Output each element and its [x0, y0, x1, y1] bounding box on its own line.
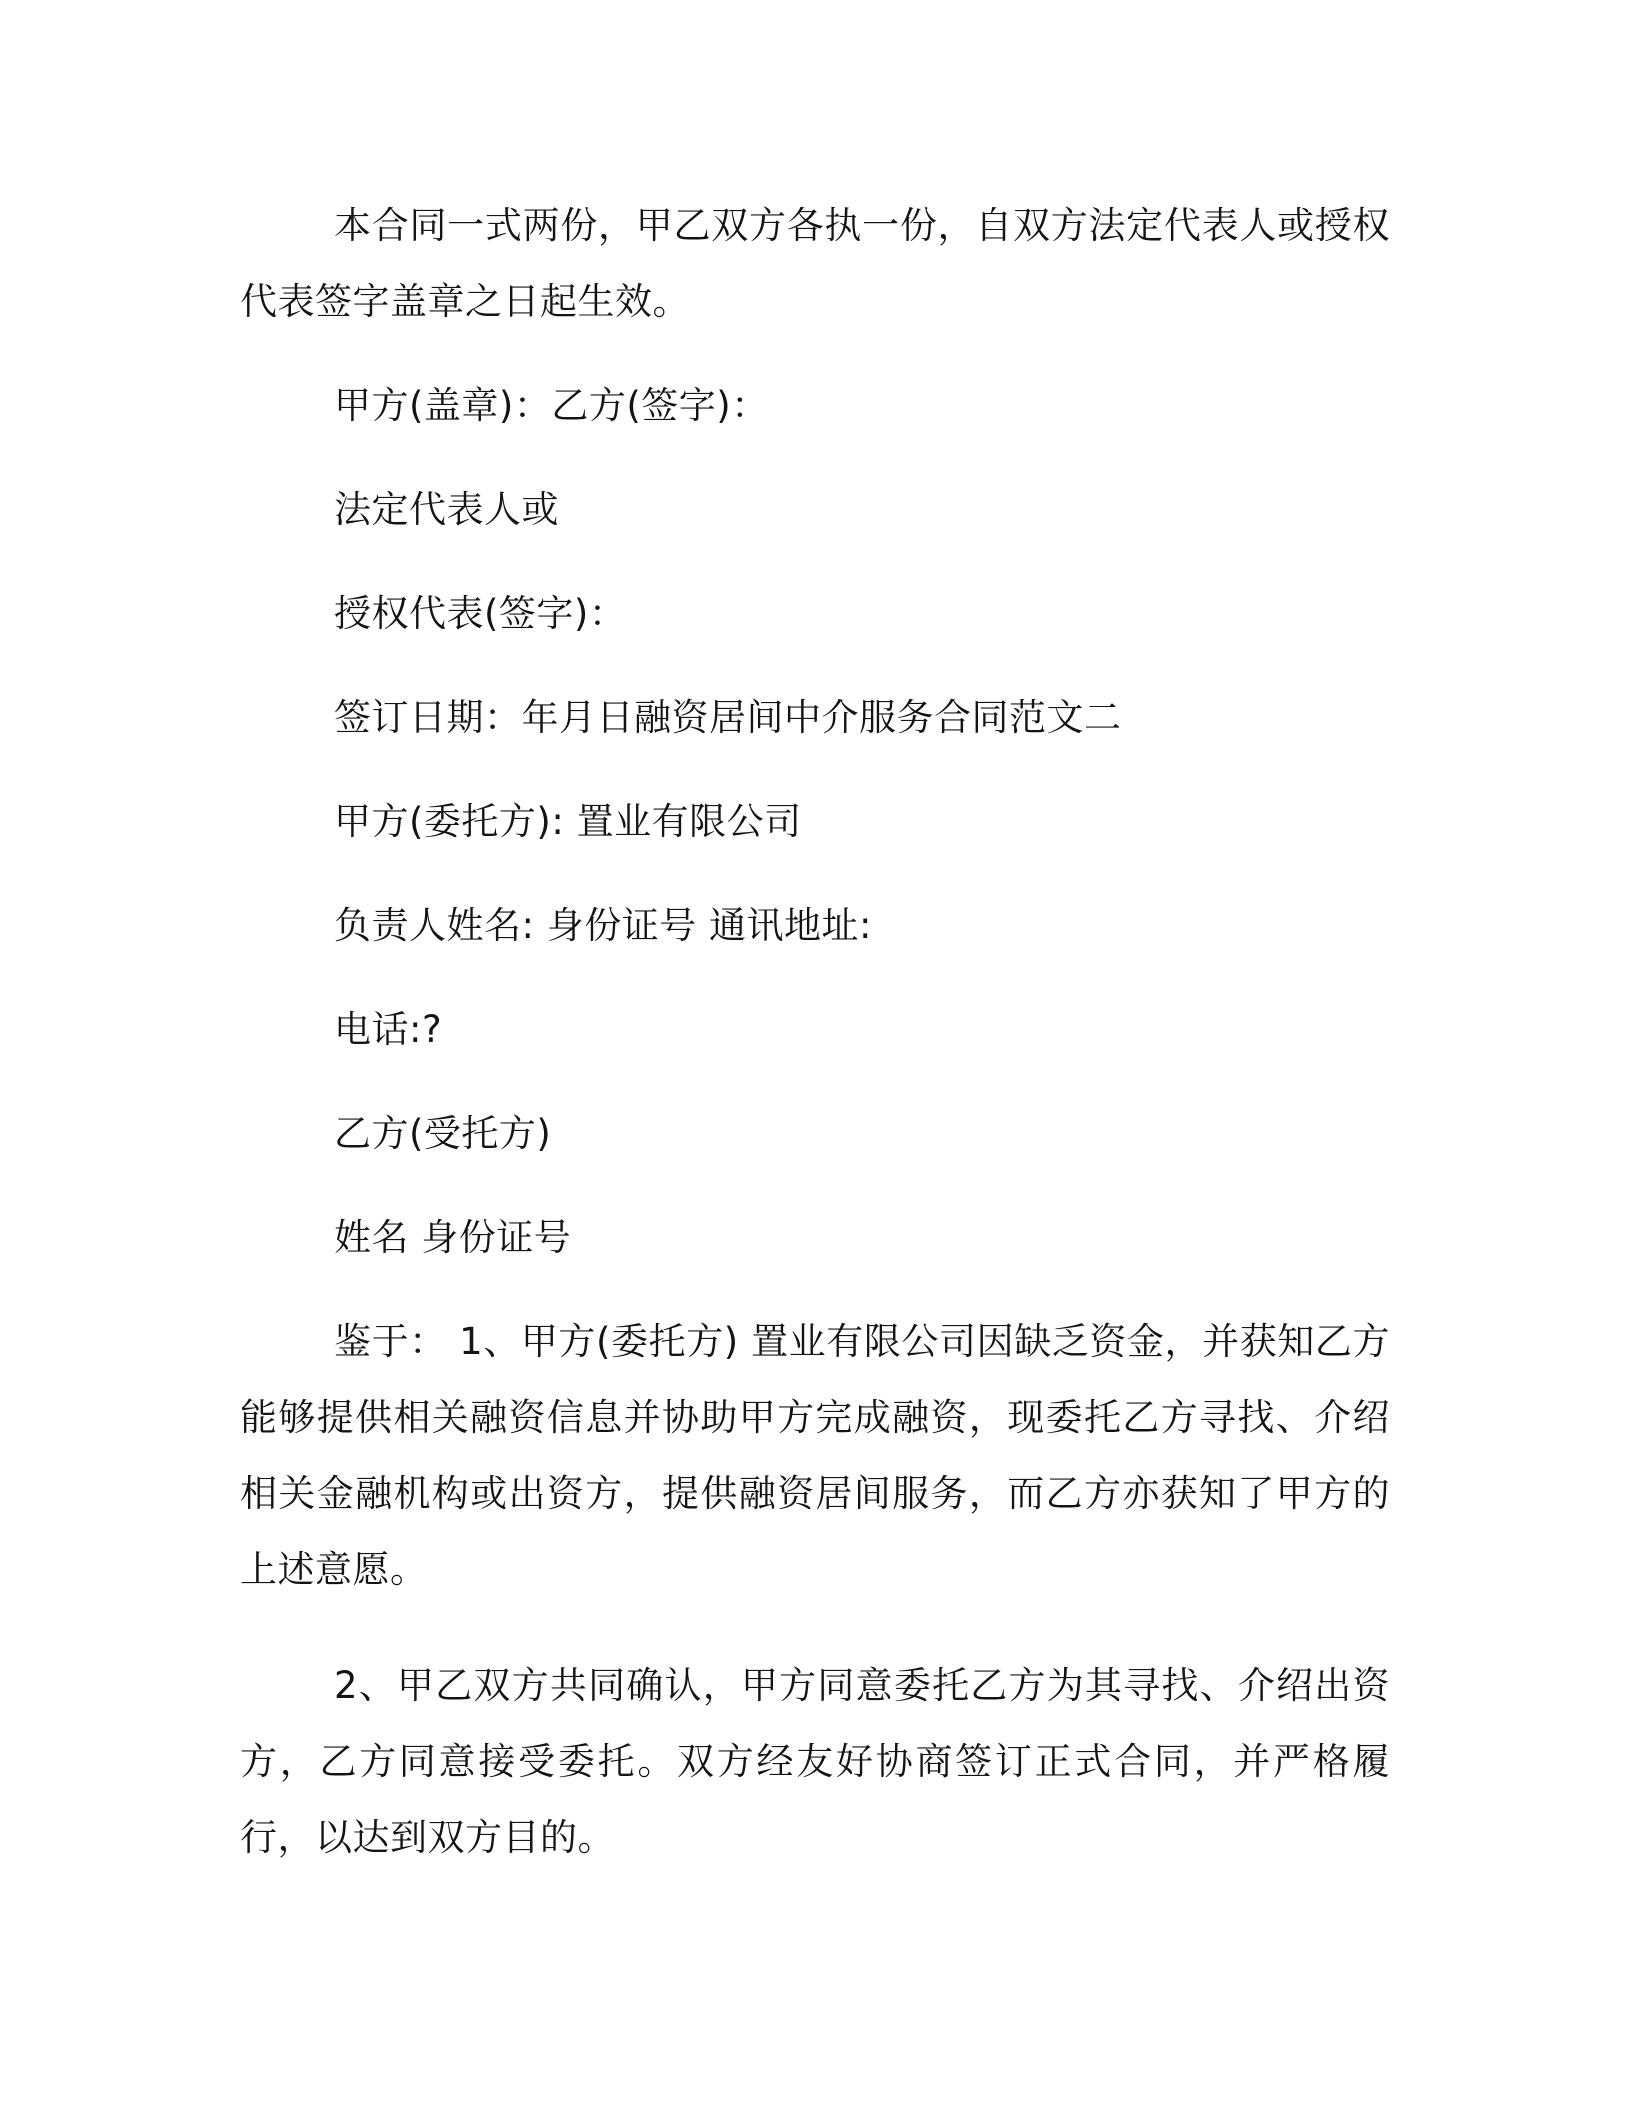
paragraph-whereas-2: 2、甲乙双方共同确认，甲方同意委托乙方为其寻找、介绍出资方，乙方同意接受委托。双方经友好协商签订正式合同，并严格履行，以达到双方目的。: [240, 1664, 1390, 1859]
paragraph-authorized-rep: 授权代表(签字)：: [334, 592, 627, 635]
paragraph-party-a: 甲方(委托方): 置业有限公司: [334, 800, 802, 843]
paragraph-legal-rep: 法定代表人或: [334, 488, 559, 531]
paragraph-seal-line: 甲方(盖章)：乙方(签字)：: [334, 384, 769, 427]
paragraph-party-a-contact: 负责人姓名: 身份证号 通讯地址:: [334, 904, 872, 947]
paragraph-whereas-1: 鉴于： 1、甲方(委托方) 置业有限公司因缺乏资金，并获知乙方能够提供相关融资信息并协助甲方完成融资，现委托乙方寻找、介绍相关金融机构或出资方，提供融资居间服务，而乙方亦获知了甲方的上述意愿。: [240, 1320, 1390, 1591]
document-body: [240, 188, 1390, 1876]
paragraph-party-b: 乙方(受托方): [334, 1112, 552, 1155]
paragraph-effectiveness-clause: 本合同一式两份，甲乙双方各执一份，自双方法定代表人或授权代表签字盖章之日起生效。: [240, 204, 1390, 323]
paragraph-signing-date: 签订日期：年月日融资居间中介服务合同范文二: [334, 696, 1122, 739]
paragraph-party-b-name: 姓名 身份证号: [334, 1216, 572, 1259]
paragraph-phone: 电话:?: [334, 1008, 443, 1051]
